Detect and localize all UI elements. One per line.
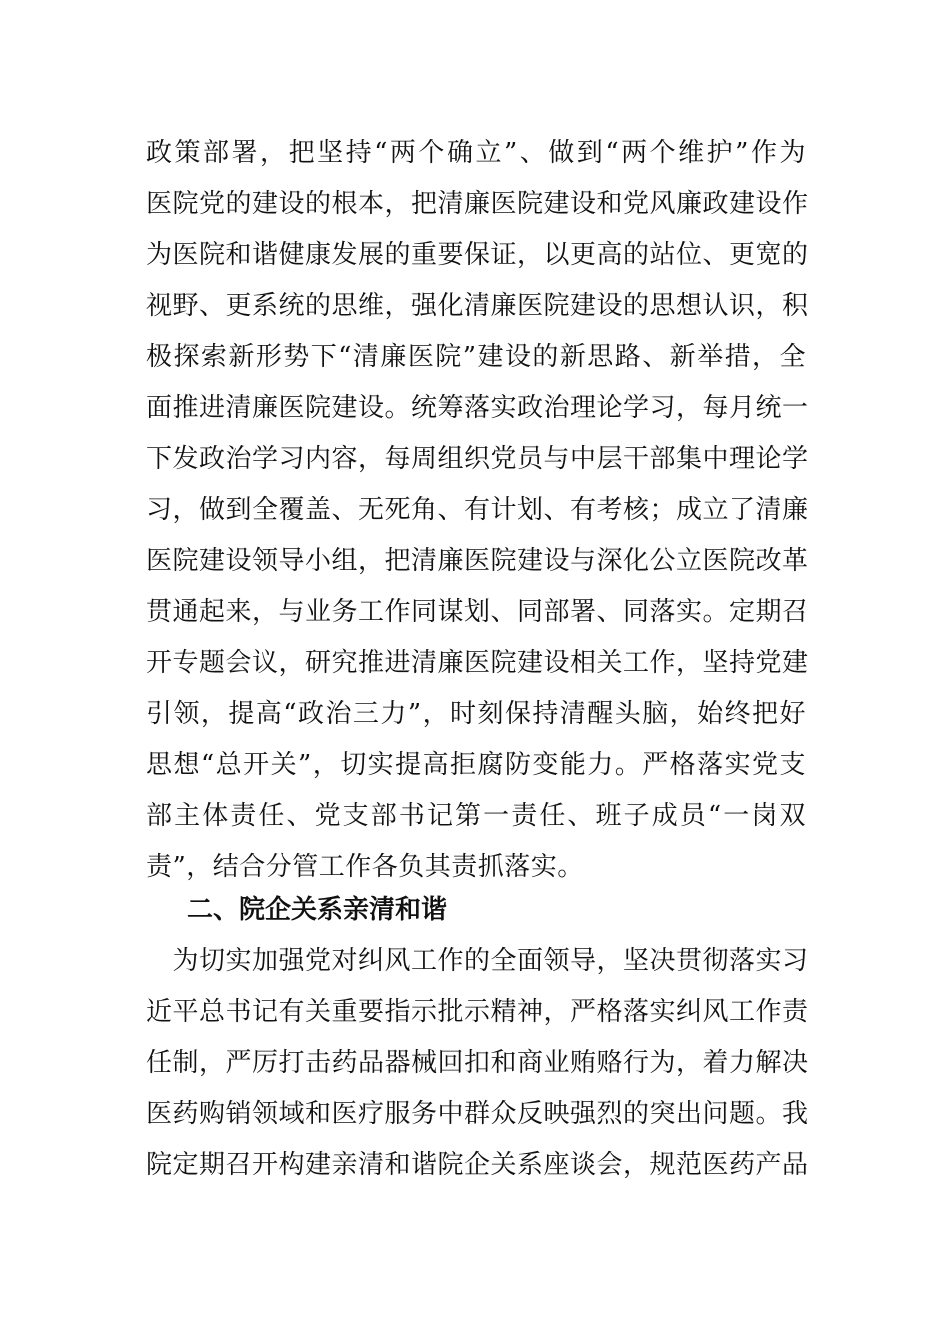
section-heading: 二、院企关系亲清和谐 [187, 895, 448, 925]
text-line: 为切实加强党对纠风工作的全面领导，坚决贯彻落实习 [146, 946, 809, 976]
text-line: 贯通起来，与业务工作同谋划、同部署、同落实。定期召 [146, 597, 809, 627]
text-line: 下发政治学习内容，每周组织党员与中层干部集中理论学 [146, 444, 809, 474]
text-line: 责”，结合分管工作各负其责抓落实。 [146, 852, 584, 882]
text-line: 习，做到全覆盖、无死角、有计划、有考核；成立了清廉 [146, 495, 809, 525]
text-line: 医院建设领导小组，把清廉医院建设与深化公立医院改革 [146, 546, 809, 576]
body-paragraph-2 [146, 936, 809, 1191]
text-line: 医药购销领域和医疗服务中群众反映强烈的突出问题。我 [146, 1099, 809, 1129]
text-line: 极探索新形势下“清廉医院”建设的新思路、新举措，全 [146, 342, 806, 372]
text-line: 任制，严厉打击药品器械回扣和商业贿赂行为，着力解决 [146, 1048, 809, 1078]
text-line: 政策部署，把坚持“两个确立”、做到“两个维护”作为 [146, 138, 806, 168]
text-line: 为医院和谐健康发展的重要保证，以更高的站位、更宽的 [146, 240, 809, 270]
text-line: 思想“总开关”，切实提高拒腐防变能力。严格落实党支 [146, 750, 806, 780]
text-line: 引领，提高“政治三力”，时刻保持清醒头脑，始终把好 [146, 699, 806, 729]
text-line: 视野、更系统的思维，强化清廉医院建设的思想认识，积 [146, 291, 809, 321]
text-line: 近平总书记有关重要指示批示精神，严格落实纠风工作责 [146, 997, 809, 1027]
text-line: 医院党的建设的根本，把清廉医院建设和党风廉政建设作 [146, 189, 809, 219]
text-line: 院定期召开构建亲清和谐院企关系座谈会，规范医药产品 [146, 1150, 809, 1180]
body-paragraph-1 [146, 128, 809, 893]
text-line: 部主体责任、党支部书记第一责任、班子成员“一岗双 [146, 801, 806, 831]
text-line: 面推进清廉医院建设。统筹落实政治理论学习，每月统一 [146, 393, 809, 423]
text-line: 开专题会议，研究推进清廉医院建设相关工作，坚持党建 [146, 648, 809, 678]
